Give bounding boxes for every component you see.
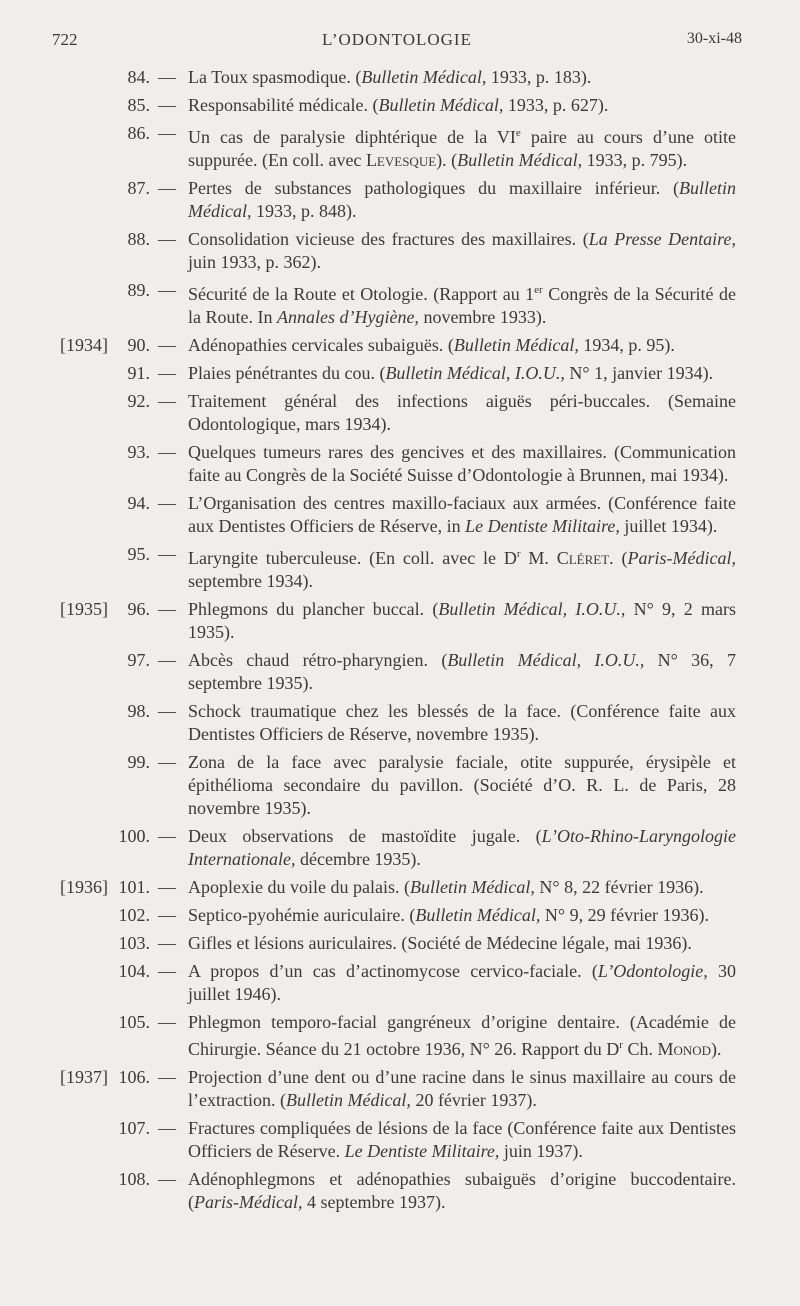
entry-dash: — <box>158 752 176 772</box>
entry-number: 92. <box>127 391 150 411</box>
entry-text: Schock traumatique chez les blessés de la face. (Conférence faite aux Dentistes Officiers de Réserve, novembre 1935). <box>188 701 736 744</box>
bibliography-entry <box>0 94 800 117</box>
entry-text: Fractures compliquées de lésions de la face (Conférence faite aux Dentistes Officiers de Réserve. Le Dentiste Militaire, juin 1937). <box>188 1118 736 1161</box>
bibliography-entry <box>0 1011 800 1061</box>
entry-dash: — <box>158 877 176 897</box>
bibliography-entry <box>0 649 800 695</box>
entry-text: Adénophlegmons et adénopathies subaiguës d’origine buccodentaire. (Paris-Médical, 4 septembre 1937). <box>188 1169 736 1212</box>
entry-number: 104. <box>118 961 150 981</box>
entry-dash: — <box>158 229 176 249</box>
entry-number: 102. <box>118 905 150 925</box>
entry-number: 106. <box>118 1067 150 1087</box>
entry-number: 97. <box>127 650 150 670</box>
entry-number: 96. <box>127 599 150 619</box>
entry-text: Apoplexie du voile du palais. (Bulletin Médical, N° 8, 22 février 1936). <box>188 877 704 897</box>
page-number: 722 <box>52 30 78 49</box>
entry-year: [1935] <box>60 599 108 619</box>
entry-year: [1937] <box>60 1067 108 1087</box>
bibliography-entry <box>0 1168 800 1214</box>
entry-dash: — <box>158 826 176 846</box>
bibliography-entry <box>0 960 800 1006</box>
bibliography-list <box>0 66 800 1219</box>
entry-text: L’Organisation des centres maxillo-faciaux aux armées. (Conférence faite aux Dentistes Officiers de Réserve, in Le Dentiste Militaire, juillet 1934). <box>188 493 736 536</box>
entry-dash: — <box>158 335 176 355</box>
bibliography-entry <box>0 751 800 820</box>
entry-number: 100. <box>118 826 150 846</box>
entry-dash: — <box>158 701 176 721</box>
bibliography-entry <box>0 825 800 871</box>
entry-number: 89. <box>127 280 150 300</box>
bibliography-entry <box>0 543 800 593</box>
running-title: L’ODONTOLOGIE <box>322 30 472 49</box>
entry-dash: — <box>158 1012 176 1032</box>
entry-number: 85. <box>127 95 150 115</box>
entry-year: [1936] <box>60 877 108 897</box>
entry-text: Plaies pénétrantes du cou. (Bulletin Médical, I.O.U., N° 1, janvier 1934). <box>188 363 714 383</box>
page-header <box>52 30 742 56</box>
entry-number: 108. <box>118 1169 150 1189</box>
entry-dash: — <box>158 363 176 383</box>
entry-dash: — <box>158 1118 176 1138</box>
entry-text: Projection d’une dent ou d’une racine dans le sinus maxillaire au cours de l’extraction. (Bulletin Médical, 20 février 1937). <box>188 1067 736 1110</box>
bibliography-entry <box>0 598 800 644</box>
entry-text: Abcès chaud rétro-pharyngien. (Bulletin Médical, I.O.U., N° 36, 7 septembre 1935). <box>188 650 736 693</box>
bibliography-entry <box>0 362 800 385</box>
entry-text: Phlegmons du plancher buccal. (Bulletin Médical, I.O.U., N° 9, 2 mars 1935). <box>188 599 736 642</box>
entry-dash: — <box>158 493 176 513</box>
entry-text: Pertes de substances pathologiques du maxillaire inférieur. (Bulletin Médical, 1933, p. 848). <box>188 178 736 221</box>
entry-text: Laryngite tuberculeuse. (En coll. avec le $D^r$ M. Cléret. (Paris-Médical, septembre 1934). <box>188 548 736 591</box>
bibliography-entry <box>0 1066 800 1112</box>
header-date: 30-xi-48 <box>686 30 742 47</box>
entry-dash: — <box>158 961 176 981</box>
entry-dash: — <box>158 280 176 300</box>
entry-year: [1934] <box>60 335 108 355</box>
bibliography-entry <box>0 876 800 899</box>
entry-dash: — <box>158 1067 176 1087</box>
entry-text: Sécurité de la Route et Otologie. (Rapport au 1er Congrès de la Sécurité de la Route. In Annales d’Hygiène, novembre 1933). <box>188 284 737 327</box>
bibliography-entry <box>0 177 800 223</box>
entry-dash: — <box>158 178 176 198</box>
entry-dash: — <box>158 905 176 925</box>
entry-dash: — <box>158 391 176 411</box>
entry-number: 99. <box>127 752 150 772</box>
entry-text: Traitement général des infections aiguës péri-buccales. (Semaine Odontologique, mars 1934). <box>188 391 736 434</box>
entry-text: Quelques tumeurs rares des gencives et des maxillaires. (Communication faite au Congrès de la Société Suisse d’Odontologie à Brunnen, mai 1934). <box>188 442 736 485</box>
entry-number: 98. <box>127 701 150 721</box>
entry-dash: — <box>158 933 176 953</box>
entry-number: 95. <box>127 544 150 564</box>
bibliography-entry <box>0 700 800 746</box>
bibliography-entry <box>0 1117 800 1163</box>
entry-dash: — <box>158 1169 176 1189</box>
entry-number: 84. <box>127 67 150 87</box>
entry-dash: — <box>158 95 176 115</box>
entry-text: La Toux spasmodique. (Bulletin Médical, 1933, p. 183). <box>188 67 592 87</box>
bibliography-entry <box>0 441 800 487</box>
bibliography-entry <box>0 122 800 172</box>
bibliography-entry <box>0 390 800 436</box>
entry-text: Gifles et lésions auriculaires. (Société de Médecine légale, mai 1936). <box>188 933 692 953</box>
entry-text: Deux observations de mastoïdite jugale. (L’Oto-Rhino-Laryngologie Internationale, décembre 1935). <box>188 826 736 869</box>
entry-text: Adénopathies cervicales subaiguës. (Bulletin Médical, 1934, p. 95). <box>188 335 675 355</box>
entry-number: 101. <box>118 877 150 897</box>
entry-number: 107. <box>118 1118 150 1138</box>
entry-number: 103. <box>118 933 150 953</box>
entry-text: Zona de la face avec paralysie faciale, otite suppurée, érysipèle et épithélioma secondaire du pavillon. (Société d’O. R. L. de Paris, 28 novembre 1935). <box>188 752 736 818</box>
entry-number: 91. <box>127 363 150 383</box>
entry-dash: — <box>158 442 176 462</box>
entry-text: Responsabilité médicale. (Bulletin Médical, 1933, p. 627). <box>188 95 609 115</box>
bibliography-entry <box>0 228 800 274</box>
entry-text: Un cas de paralysie diphtérique de la VIe paire au cours d’une otite suppurée. (En coll. avec Levesque). (Bulletin Médical, 1933, p. 795). <box>188 127 736 170</box>
entry-text: Phlegmon temporo-facial gangréneux d’origine dentaire. (Académie de Chirurgie. Séance du 21 octobre 1936, N° 26. Rapport du $D^r$ Ch. Monod). <box>188 1012 736 1059</box>
entry-dash: — <box>158 650 176 670</box>
entry-text: Septico-pyohémie auriculaire. (Bulletin Médical, N° 9, 29 février 1936). <box>188 905 710 925</box>
bibliography-entry <box>0 334 800 357</box>
bibliography-entry <box>0 279 800 329</box>
entry-number: 94. <box>127 493 150 513</box>
entry-text: Consolidation vicieuse des fractures des maxillaires. (La Presse Dentaire, juin 1933, p. 362). <box>188 229 736 272</box>
entry-number: 87. <box>127 178 150 198</box>
entry-dash: — <box>158 544 176 564</box>
entry-number: 90. <box>127 335 150 355</box>
bibliography-entry <box>0 66 800 89</box>
entry-dash: — <box>158 67 176 87</box>
entry-number: 88. <box>127 229 150 249</box>
entry-number: 105. <box>118 1012 150 1032</box>
entry-dash: — <box>158 599 176 619</box>
entry-number: 93. <box>127 442 150 462</box>
entry-number: 86. <box>127 123 150 143</box>
entry-dash: — <box>158 123 176 143</box>
bibliography-entry <box>0 492 800 538</box>
bibliography-entry <box>0 904 800 927</box>
entry-text: A propos d’un cas d’actinomycose cervico-faciale. (L’Odontologie, 30 juillet 1946). <box>188 961 736 1004</box>
bibliography-entry <box>0 932 800 955</box>
